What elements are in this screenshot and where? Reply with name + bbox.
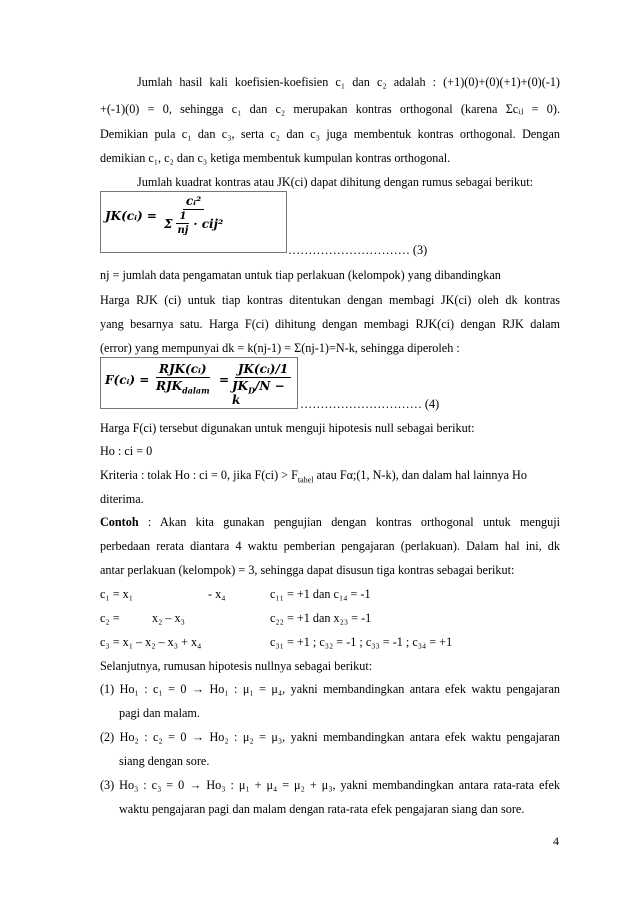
formula-f-fraction-2 <box>229 362 297 407</box>
formula-jk-numerator: cᵢ² <box>183 194 204 210</box>
hypothesis-3-cont: waktu pengajaran pagi dan malam dengan rata-rata efek pengajaran siang dan sore. <box>119 802 525 816</box>
contrast-row-c1 <box>100 586 560 602</box>
rjk-text: RJK <box>156 379 183 393</box>
contrast-row-c2 <box>100 610 560 626</box>
example-line <box>100 514 560 530</box>
paragraph-line: Harga F(ci) tersebut digunakan untuk menguji hipotesis null sebagai berikut: <box>100 421 475 435</box>
page-number: 4 <box>553 834 559 848</box>
jk-tail: /N − k <box>232 379 285 407</box>
nj-definition: nj = jumlah data pengamatan untuk tiap perlakuan (kelompok) yang dibandingkan <box>100 268 501 282</box>
paragraph-line: Jumlah kuadrat kontras atau JK(ci) dapat dihitung dengan rumus sebagai berikut: <box>137 175 533 189</box>
formula-jk-box <box>100 191 287 253</box>
paragraph-line: Jumlah hasil kali koefisien-koefisien c₁ dan c₂ adalah : (+1)(0)+(0)(+1)+(0)(-1) <box>137 75 560 89</box>
contrast-c2-coefficients: c₂₂ = +1 dan x₂₃ = -1 <box>270 611 372 625</box>
inner-denominator: nj <box>177 225 189 236</box>
null-hypothesis: Ho : ci = 0 <box>100 444 153 458</box>
formula-f-box <box>100 357 298 409</box>
jk-text: JK <box>232 379 249 393</box>
paragraph-line: (error) yang mempunyai dk = k(nj-1) = Σ(nj-1)=N-k, sehingga diperoleh : <box>100 341 460 355</box>
contrast-c3-coefficients: c₃₁ = +1 ; c₃₂ = -1 ; c₃₃ = -1 ; c₃₄ = +1 <box>270 635 453 649</box>
formula-f-fraction-1 <box>153 362 213 396</box>
paragraph-line: yang besarnya satu. Harga F(ci) dihitung dengan membagi RJK(ci) dengan RJK dalam <box>100 317 560 331</box>
hypothesis-3: (3) Ho₃ : c₃ = 0 → Ho₃ : μ₁ + μ₄ = μ₂ + μ₃, yakni membandingkan antara rata-rata efek <box>100 778 560 792</box>
fraction-1-denominator <box>153 378 213 396</box>
hypothesis-2: (2) Ho₂ : c₂ = 0 → Ho₂ : μ₂ = μ₃, yakni membandingkan antara efek waktu pengajaran <box>100 730 560 744</box>
paragraph-line: Demikian pula c₁ dan c₃, serta c₂ dan c₃ juga membentuk kontras orthogonal. Dengan <box>100 127 560 141</box>
formula-f-equals: = <box>219 373 230 387</box>
criteria-subscript: tabel <box>297 475 314 485</box>
inner-numerator: 1 <box>176 211 189 224</box>
paragraph-line: demikian c₁, c₂ dan c₃ ketiga membentuk kumpulan kontras orthogonal. <box>100 151 451 165</box>
paragraph-line: diterima. <box>100 492 144 506</box>
paragraph-line: antar perlakuan (kelompok) = 3, sehingga dapat disusun tiga kontras sebagai berikut: <box>100 563 515 577</box>
hypothesis-1-cont: pagi dan malam. <box>119 706 200 720</box>
sum-symbol: Σ <box>164 216 173 231</box>
equation-number-3: ………………………… (3) <box>288 243 428 257</box>
contrast-c3-formula: c₃ = x₁ – x₂ – x₃ + x₄ <box>100 635 202 649</box>
contrast-c2-formula: c₂ = <box>100 611 120 625</box>
equation-number-4: ………………………… (4) <box>300 397 440 411</box>
fraction-2-numerator: JK(cᵢ)/1 <box>235 362 291 378</box>
criteria-text-tail: atau Fα;(1, N-k), dan dalam hal lainnya Ho <box>313 468 527 482</box>
formula-f-lhs: F(cᵢ) = <box>105 373 150 387</box>
example-label: Contoh <box>100 515 139 529</box>
paragraph-line: +(-1)(0) = 0, sehingga c₁ dan c₂ merupakan kontras orthogonal (karena Σcᵢⱼ = 0). <box>100 102 560 116</box>
contrast-c1-coefficients: c₁₁ = +1 dan c₁₄ = -1 <box>270 587 371 601</box>
criteria-line <box>100 467 560 483</box>
jk-subscript: D <box>248 385 256 396</box>
contrast-c2-tail: x₂ – x₃ <box>152 611 185 625</box>
formula-jk-inner-fraction <box>174 211 191 236</box>
hypothesis-1: (1) Ho₁ : c₁ = 0 → Ho₁ : μ₁ = μ₄, yakni membandingkan antara efek waktu pengajaran <box>100 682 560 696</box>
rjk-subscript: dalam <box>182 385 210 396</box>
hypothesis-2-cont: siang dengan sore. <box>119 754 210 768</box>
formula-jk-denominator <box>161 210 226 236</box>
formula-jk-tail: · cij² <box>193 216 224 231</box>
paragraph-line: perbedaan rerata diantara 4 waktu pemberian pengajaran (perlakuan). Dalam hal ini, dk <box>100 539 560 553</box>
paragraph-line: Harga RJK (ci) untuk tiap kontras ditentukan dengan membagi JK(ci) oleh dk kontras <box>100 293 560 307</box>
criteria-text: Kriteria : tolak Ho : ci = 0, jika F(ci) > F <box>100 468 298 482</box>
example-text: : Akan kita gunakan pengujian dengan kontras orthogonal untuk menguji <box>138 515 560 529</box>
formula-jk-lhs: JK(cᵢ) = <box>105 209 157 223</box>
contrast-c1-tail: - x₄ <box>208 587 226 601</box>
formula-jk-fraction <box>161 194 226 236</box>
fraction-2-denominator <box>229 378 297 407</box>
paragraph-line: Selanjutnya, rumusan hipotesis nullnya sebagai berikut: <box>100 659 373 673</box>
contrast-row-c3 <box>100 634 560 650</box>
fraction-1-numerator: RJK(cᵢ) <box>156 362 210 378</box>
contrast-c1-formula: c₁ = x₁ <box>100 587 133 601</box>
